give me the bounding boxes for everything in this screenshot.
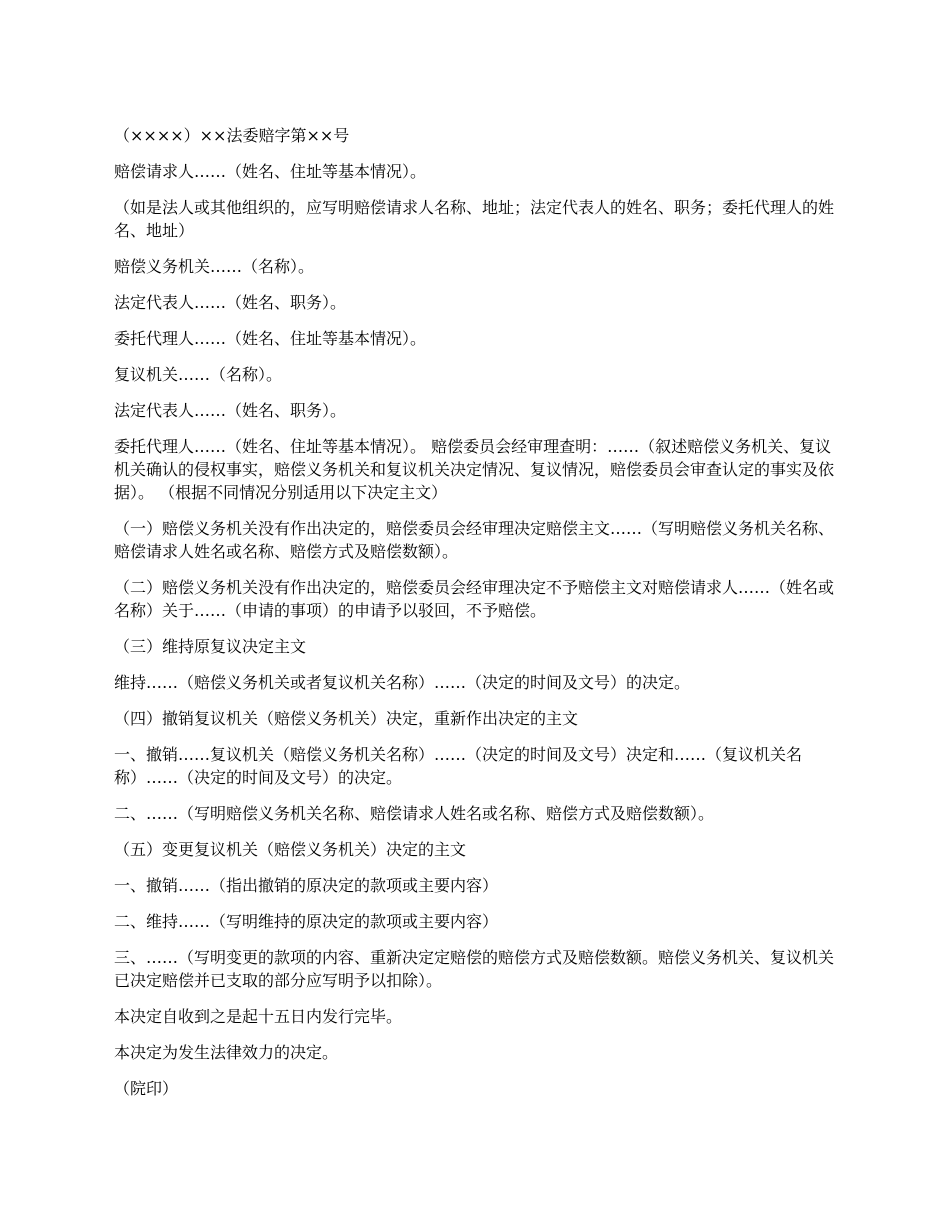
decision-option-5-item-3: 三、……（写明变更的款项的内容、重新决定定赔偿的赔偿方式及赔偿数额。赔偿义务机关、复议机关已决定赔偿并已支取的部分应写明予以扣除）。 xyxy=(114,948,835,990)
review-legal-rep-line: 法定代表人……（姓名、职务）。 xyxy=(114,401,347,420)
claimant-line: 赔偿请求人……（姓名、住址等基本情况）。 xyxy=(114,162,427,181)
decision-option-3-body: 维持……（赔偿义务机关或者复议机关名称）……（决定的时间及文号）的决定。 xyxy=(114,673,691,692)
court-seal: （院印） xyxy=(114,1079,179,1098)
effect-clause: 本决定为发生法律效力的决定。 xyxy=(114,1043,339,1062)
delivery-clause: 本决定自收到之是起十五日内发行完毕。 xyxy=(114,1007,403,1026)
decision-option-4-heading: （四）撤销复议机关（赔偿义务机关）决定，重新作出决定的主文 xyxy=(114,709,579,728)
decision-option-5-heading: （五）变更复议机关（赔偿义务机关）决定的主文 xyxy=(114,840,467,859)
decision-option-5-item-1: 一、撤销……（指出撤销的原决定的款项或主要内容） xyxy=(114,876,499,895)
decision-option-4-item-1: 一、撤销……复议机关（赔偿义务机关名称）……（决定的时间及文号）决定和……（复议机关名称）……（决定的时间及文号）的决定。 xyxy=(114,745,803,787)
facts-paragraph: 委托代理人……（姓名、住址等基本情况）。 赔偿委员会经审理查明：……（叙述赔偿义务机关、复议机关确认的侵权事实，赔偿义务机关和复议机关决定情况、复议情况，赔偿委员会审查认定的事实及依据）。 （根据不同情况分别适用以下决定主文） xyxy=(114,437,835,502)
obligor-legal-rep-line: 法定代表人……（姓名、职务）。 xyxy=(114,293,347,312)
document-page xyxy=(114,124,844,1113)
decision-option-5-item-2: 二、维持……（写明维持的原决定的款项或主要内容） xyxy=(114,912,499,931)
claimant-note: （如是法人或其他组织的，应写明赔偿请求人名称、地址；法定代表人的姓名、职务；委托代理人的姓名、地址） xyxy=(114,198,835,240)
decision-option-1: （一）赔偿义务机关没有作出决定的，赔偿委员会经审理决定赔偿主文……（写明赔偿义务机关名称、赔偿请求人姓名或名称、赔偿方式及赔偿数额）。 xyxy=(114,519,835,561)
obligor-agent-line: 委托代理人……（姓名、住址等基本情况）。 xyxy=(114,329,427,348)
decision-option-4-item-2: 二、……（写明赔偿义务机关名称、赔偿请求人姓名或名称、赔偿方式及赔偿数额）。 xyxy=(114,804,715,823)
obligor-agency-line: 赔偿义务机关……（名称）。 xyxy=(114,257,315,276)
review-agency-line: 复议机关……（名称）。 xyxy=(114,365,283,384)
decision-option-3-heading: （三）维持原复议决定主文 xyxy=(114,637,307,656)
decision-option-2: （二）赔偿义务机关没有作出决定的，赔偿委员会经审理决定不予赔偿主文对赔偿请求人……（姓名或名称）关于……（申请的事项）的申请予以驳回，不予赔偿。 xyxy=(114,578,835,620)
document-number: （××××）××法委赔字第××号 xyxy=(114,126,350,145)
